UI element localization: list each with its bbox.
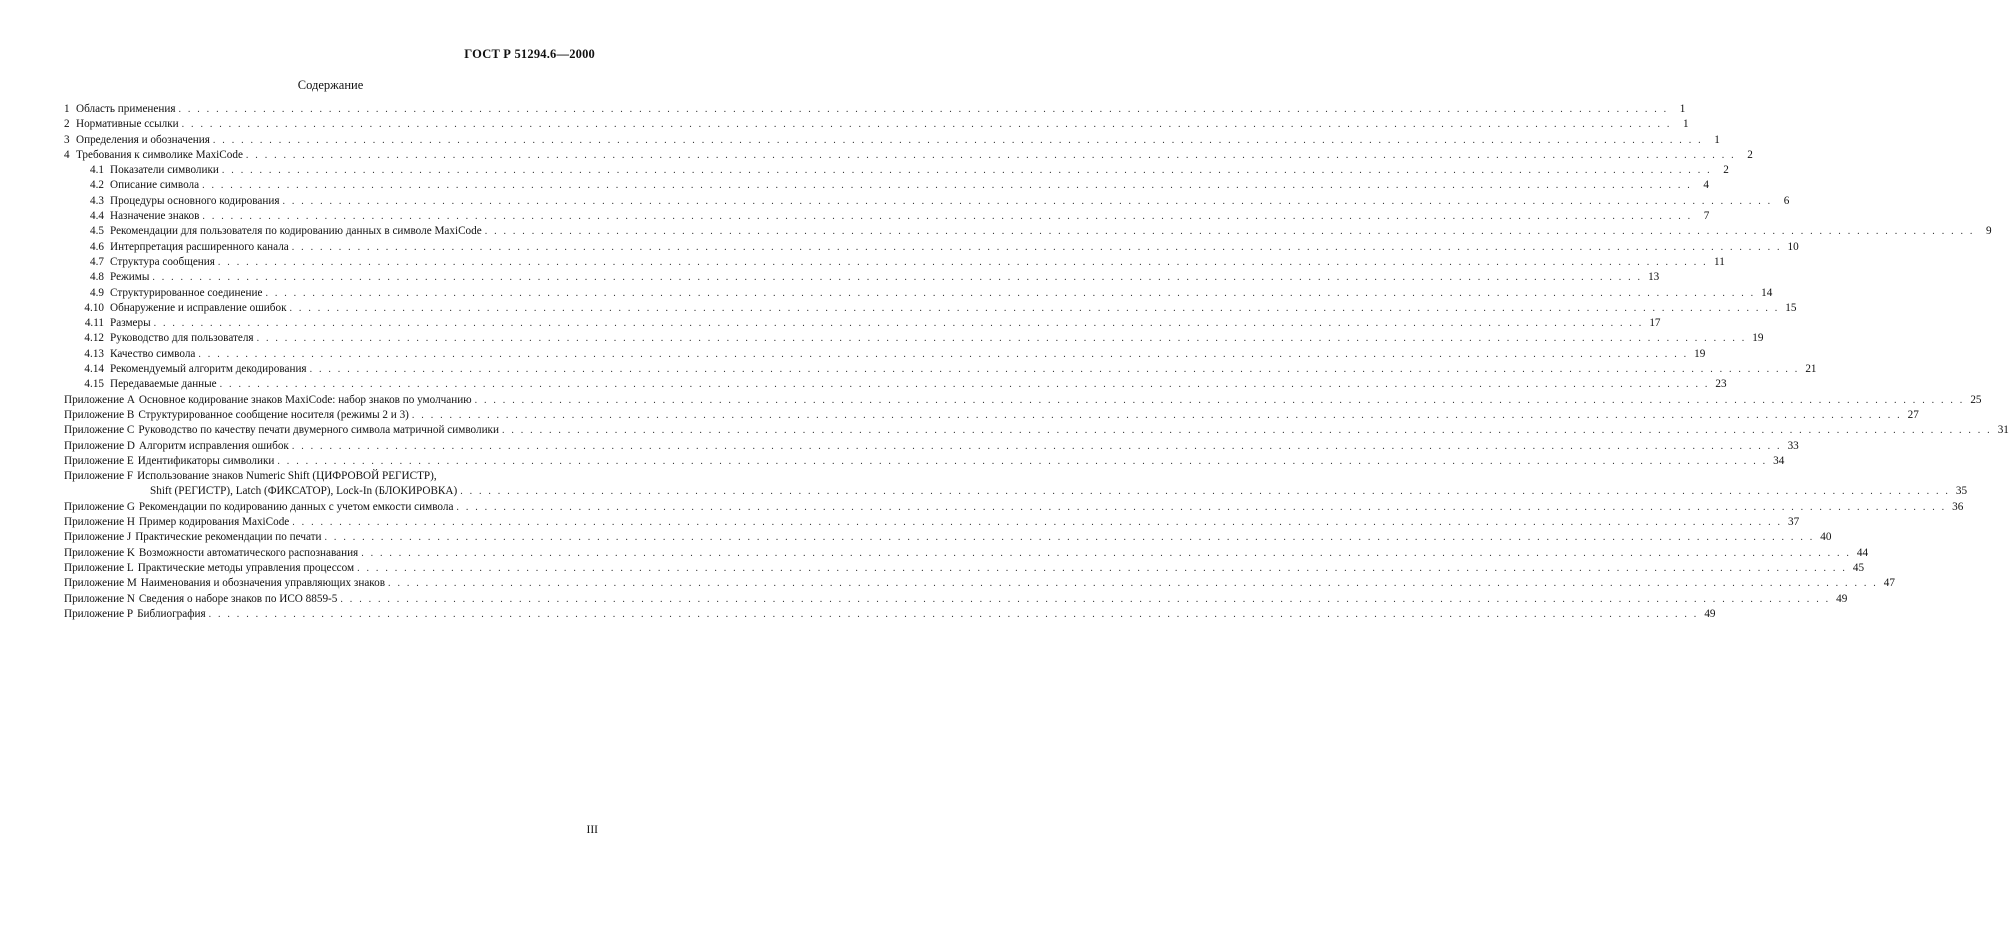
toc-entry[interactable] <box>64 530 1832 545</box>
leader-dots <box>412 408 1902 423</box>
toc-entry[interactable] <box>64 178 1709 193</box>
toc-entry[interactable] <box>64 500 1964 515</box>
leader-dots <box>292 240 1782 255</box>
toc-entry-title: Сведения о наборе знаков по ИСО 8859-5 <box>138 592 338 605</box>
toc-entry-title: Процедуры основного кодирования <box>110 194 280 207</box>
toc-page-number: 19 <box>1694 347 1706 360</box>
appendix-label: Приложение F <box>64 470 134 483</box>
leader-dots <box>257 331 1747 346</box>
toc-page-number: 36 <box>1952 500 1964 513</box>
toc-page-number: 49 <box>1704 607 1716 620</box>
toc-entry-title: Обнаружение и исправление ошибок <box>110 301 287 314</box>
leader-dots <box>198 347 1688 362</box>
toc-entry-title: Требования к символике MaxiCode <box>76 148 243 161</box>
leader-dots <box>218 255 1708 270</box>
toc-entry-title: Назначение знаков <box>110 210 200 223</box>
toc-entry[interactable] <box>64 255 1725 270</box>
leader-dots <box>357 561 1847 576</box>
leader-dots <box>202 178 1692 193</box>
toc-page-number: 34 <box>1773 454 1785 467</box>
section-number: 4 <box>64 148 70 161</box>
toc-page-number: 35 <box>1955 485 1968 498</box>
toc-sections <box>64 102 1753 163</box>
toc-entry-title: Пример кодирования MaxiCode <box>138 516 290 529</box>
toc-entry[interactable] <box>64 224 1992 239</box>
leader-dots <box>209 607 1699 622</box>
toc-page-number: 21 <box>1805 363 1817 376</box>
toc-entry-title: Структурированное соединение <box>110 286 263 299</box>
toc-page-number: 47 <box>1883 577 1895 590</box>
toc-page-number: 7 <box>1703 210 1710 223</box>
toc-entry[interactable] <box>64 576 1895 591</box>
appendix-label: Приложение C <box>64 424 135 437</box>
toc-appendices <box>64 393 2009 469</box>
toc-entry[interactable] <box>64 133 1720 148</box>
appendix-label: Приложение P <box>64 607 134 620</box>
toc-entry[interactable] <box>64 240 1799 255</box>
toc-page-number: 17 <box>1649 317 1661 330</box>
appendix-label: Приложение B <box>64 408 135 421</box>
toc-page-number: 14 <box>1761 286 1773 299</box>
appendix-label: Приложение L <box>64 561 134 574</box>
toc-entry-title: Показатели символики <box>110 164 219 177</box>
section-number: 4.7 <box>90 255 104 268</box>
section-number: 4.8 <box>90 271 104 284</box>
section-number: 4.4 <box>90 210 104 223</box>
leader-dots <box>213 133 1703 148</box>
leader-dots <box>340 592 1830 607</box>
document-code: ГОСТ Р 51294.6—2000 <box>464 47 595 61</box>
toc-page-number: 1 <box>1679 103 1686 115</box>
toc-entry-title: Руководство для пользователя <box>110 332 254 345</box>
toc-entry[interactable] <box>64 117 1689 132</box>
toc-entry-title: Определения и обозначения <box>76 133 210 146</box>
appendix-label: Приложение J <box>64 531 132 544</box>
toc-entry[interactable] <box>64 163 1729 178</box>
toc-page-number: 25 <box>1970 393 1982 406</box>
toc-entry-title: Практические методы управления процессом <box>137 561 355 574</box>
toc-entry[interactable] <box>64 316 1661 331</box>
toc-entry-title: Руководство по качеству печати двумерного символа матричной символики <box>138 424 499 437</box>
page-number: III <box>586 824 598 836</box>
leader-dots <box>152 270 1642 285</box>
leader-dots <box>460 484 1950 499</box>
toc-entry-title: Рекомендации по кодированию данных с учетом емкости символа <box>138 500 454 513</box>
appendix-label: Приложение E <box>64 454 134 467</box>
leader-dots <box>310 362 1800 377</box>
toc-page-number: 19 <box>1752 332 1764 345</box>
leader-dots <box>292 515 1782 530</box>
toc-entry-title: Рекомендуемый алгоритм декодирования <box>110 363 307 376</box>
leader-dots <box>202 209 1692 224</box>
toc-entry[interactable] <box>64 194 1790 209</box>
appendix-label: Приложение M <box>64 577 137 590</box>
toc-page-number: 37 <box>1788 516 1800 529</box>
appendix-label: Приложение A <box>64 393 135 406</box>
toc-page-number: 23 <box>1715 378 1727 391</box>
toc-page-number: 2 <box>1747 148 1753 161</box>
toc-entry[interactable] <box>64 362 1817 377</box>
toc-entry-title: Режимы <box>110 271 150 284</box>
toc-entry-title: Наименования и обозначения управляющих знаков <box>140 577 386 590</box>
toc-entry[interactable] <box>64 393 1982 408</box>
leader-dots <box>265 286 1755 301</box>
toc-page-number: 45 <box>1852 561 1865 574</box>
section-number: 4.2 <box>90 179 104 192</box>
toc-page-number: 31 <box>1997 424 2009 437</box>
toc-entry[interactable] <box>64 270 1660 285</box>
leader-dots <box>220 377 1710 392</box>
toc-entry-title: Качество символа <box>110 347 196 360</box>
section-number: 4.1 <box>90 164 104 177</box>
toc-page-number: 4 <box>1703 179 1709 192</box>
section-number: 4.15 <box>84 378 104 391</box>
toc-entry-title: Идентификаторы символики <box>137 454 275 467</box>
toc-entry[interactable] <box>64 301 1797 316</box>
toc-entry[interactable] <box>64 454 1785 469</box>
toc-entry[interactable] <box>64 408 1919 423</box>
toc-page-number: 11 <box>1714 255 1725 268</box>
toc-title: Содержание <box>297 78 364 92</box>
section-number: 2 <box>64 118 70 131</box>
toc-appendices-2 <box>64 500 1964 622</box>
leader-dots <box>182 117 1672 132</box>
toc-page-number: 1 <box>1714 133 1720 146</box>
toc-entry[interactable] <box>64 423 2009 438</box>
toc-page-number: 10 <box>1787 240 1799 253</box>
toc-page-number: 13 <box>1648 271 1660 284</box>
toc-entry-title: Рекомендации для пользователя по кодированию данных в символе MaxiCode <box>110 225 482 238</box>
toc-entry[interactable] <box>64 592 1848 607</box>
toc-subsections <box>64 163 1992 392</box>
toc-page-number: 44 <box>1856 546 1869 559</box>
section-number: 4.3 <box>90 194 104 207</box>
toc-entry[interactable] <box>64 102 1686 117</box>
toc-page-number: 40 <box>1820 531 1832 544</box>
toc-entry-title: Передаваемые данные <box>110 378 217 391</box>
toc-page-number: 33 <box>1787 439 1799 452</box>
toc-entry[interactable] <box>64 546 1869 561</box>
toc-page-number: 15 <box>1785 301 1797 314</box>
toc-page-number: 27 <box>1907 408 1919 421</box>
toc-entry-title: Описание символа <box>110 179 200 192</box>
toc-entry[interactable] <box>64 148 1753 163</box>
toc-entry[interactable] <box>64 607 1716 622</box>
toc-page-number: 2 <box>1723 164 1729 177</box>
section-number: 4.9 <box>90 286 104 299</box>
toc-entry[interactable] <box>64 347 1706 362</box>
leader-dots <box>325 530 1815 545</box>
appendix-label: Приложение D <box>64 439 135 452</box>
leader-dots <box>282 194 1772 209</box>
leader-dots <box>222 163 1712 178</box>
toc-entry-title: Нормативные ссылки <box>76 118 179 131</box>
toc-entry[interactable] <box>64 209 1710 224</box>
appendix-label: Приложение K <box>64 546 135 559</box>
toc-entry[interactable] <box>64 286 1773 301</box>
leader-dots <box>292 439 1782 454</box>
toc-entry-title: Алгоритм исправления ошибок <box>138 439 289 452</box>
section-number: 4.12 <box>84 332 104 345</box>
toc-entry[interactable] <box>64 561 1865 576</box>
section-number: 4.14 <box>84 363 104 376</box>
toc-entry-title: Интерпретация расширенного канала <box>110 240 289 253</box>
toc-entry-title: Структурированное сообщение носителя (режимы 2 и 3) <box>138 408 409 421</box>
toc-entry-appendix-f[interactable] <box>64 469 1968 500</box>
leader-dots <box>502 423 1992 438</box>
leader-dots <box>361 546 1851 561</box>
appendix-label: Приложение H <box>64 516 135 529</box>
toc-entry-title: Структура сообщения <box>110 255 215 268</box>
section-number: 4.13 <box>84 347 104 360</box>
leader-dots <box>178 102 1668 117</box>
toc-entry-title: Использование знаков Numeric Shift (ЦИФРОВОЙ РЕГИСТР), <box>137 470 437 483</box>
section-number: 4.10 <box>84 301 104 314</box>
toc-entry-title: Размеры <box>110 317 151 330</box>
toc-page-number: 9 <box>1986 225 1992 238</box>
toc-page-number: 49 <box>1836 592 1848 605</box>
appendix-label: Приложение G <box>64 500 135 513</box>
leader-dots <box>277 454 1767 469</box>
toc-entry-title: Возможности автоматического распознавания <box>138 546 359 559</box>
leader-dots <box>485 224 1975 239</box>
table-of-contents <box>64 102 2009 622</box>
toc-page-number: 1 <box>1682 118 1689 131</box>
toc-entry[interactable] <box>64 515 1800 530</box>
leader-dots <box>290 301 1780 316</box>
toc-page-number: 6 <box>1783 194 1790 207</box>
leader-dots <box>475 393 1965 408</box>
toc-entry-title: Практические рекомендации по печати <box>135 531 322 544</box>
toc-entry-title: Основное кодирование знаков MaxiCode: набор знаков по умолчанию <box>138 393 472 406</box>
section-number: 3 <box>64 133 70 146</box>
appendix-label: Приложение N <box>64 592 135 605</box>
toc-entry[interactable] <box>64 377 1727 392</box>
toc-entry[interactable] <box>64 439 1799 454</box>
section-number: 1 <box>64 103 70 115</box>
leader-dots <box>456 500 1946 515</box>
section-number: 4.6 <box>90 240 104 253</box>
leader-dots <box>388 576 1878 591</box>
toc-entry-title: Библиография <box>137 607 206 620</box>
toc-entry-title-cont: Shift (РЕГИСТР), Latch (ФИКСАТОР), Lock-In (БЛОКИРОВКА) <box>150 485 458 498</box>
toc-entry[interactable] <box>64 331 1764 346</box>
toc-entry-title: Область применения <box>76 103 176 115</box>
section-number: 4.11 <box>84 317 104 330</box>
leader-dots <box>246 148 1736 163</box>
section-number: 4.5 <box>90 225 104 238</box>
leader-dots <box>154 316 1644 331</box>
